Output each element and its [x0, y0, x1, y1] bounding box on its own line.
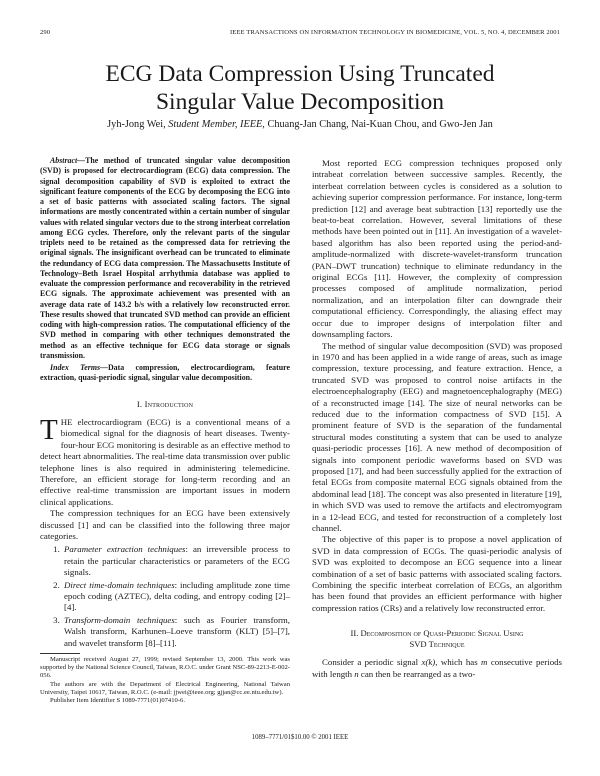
footnote-received: Manuscript received August 27, 1999; revised September 13, 2000. This work was supported by the National Science Council, Taiwan, R.O.C. under Grant NSC-89-2213-E-002-056. — [40, 656, 290, 680]
right-paragraph-2: The method of singular value decomposition (SVD) was proposed in 1970 and has been applied in a wide range of areas, such as image compression, texture processing, and feature extraction. Hence, a truncated SVD was proposed to control noise artifacts in the electroencephalography (EEG) and magnetoencephalography (MEG) of a reconstructed image [14]. The size of neural networks can be reduced due to the information compactness of SVD [15]. A prominent feature of SVD is the separation of the fundamental structural modes constituting a system that can be used to analyze quasi-periodic processes [16]. A new method of decomposition of signals into component periodic waveforms based on SVD was proposed [17], and had been successfully applied for the extraction of fetal ECGs from composite maternal ECG signals obtained from the abdominal lead [18]. The concept was also presented in literature [19], in which SVD was used to remove the artifacts and electromyogram in a 12-lead ECG, and tested for reconstruction of a completely lost channel. — [312, 340, 562, 533]
abstract — [40, 156, 290, 361]
drop-cap: T — [40, 413, 58, 446]
math-n: n — [354, 668, 359, 679]
copyright-footer: 1089–7771/01$10.00 © 2001 IEEE — [251, 734, 349, 741]
section-1-heading — [40, 399, 290, 410]
list-item — [62, 615, 290, 649]
right-column — [312, 158, 562, 680]
section-2-title-line-2: SVD Technique — [409, 639, 465, 650]
right-paragraph-1: Most reported ECG compression techniques proposed only intrabeat correlation between successive samples. Recently, the interbeat correlation between cycles is considered as a solution to achieving superior compression performance. For instance, long-term prediction [12] and average beat subtraction [13] reportedly use the beat-to-beat correlation. However, several limitations of these methods have been pointed out in [11]. An investigation of a wavelet-based algorithm has also been reported using the period-and-amplitude-normalized with discrete-wavelet-transform truncation (PAN–DWT truncation) technique to eliminate redundancy in the original ECGs [11]. However, the complexity of compression processes composed of amplitude normalization, period normalization, and an interpolation filter can downgrade their computational efficiency. Correspondingly, the aliasing effect may occur due to improper designs of interpolation filter and downsampling factors. — [312, 158, 562, 340]
author-rest: Chuang-Jan Chang, Nai-Kuan Chou, and Gwo-Jen Jan — [267, 119, 493, 130]
list-item — [62, 580, 290, 614]
list-item-term: Direct time-domain techniques — [64, 579, 175, 590]
list-item-text: : an irreversible process to retain the particular characteristics or parameters of the ECG signals. — [64, 544, 290, 578]
math-signal: x(k) — [421, 657, 436, 668]
math-m: m — [481, 657, 488, 668]
section-2-paragraph — [312, 657, 562, 680]
list-item-text: : such as Fourier transform, Walsh transform, Karhunen–Loeve transform (KLT) [5]–[7], and wavelet transform [8]–[11]. — [64, 614, 290, 648]
technique-list — [40, 544, 290, 649]
section-1-numeral: I. — [136, 398, 143, 409]
abstract-label: Abstract— — [50, 156, 86, 165]
section-2-heading — [312, 628, 562, 650]
journal-name: IEEE TRANSACTIONS ON INFORMATION TECHNOLOGY IN BIOMEDICINE, VOL. 5, NO. 4, DECEMBER 2001 — [230, 29, 560, 36]
left-column — [40, 156, 290, 705]
paper-title — [40, 60, 560, 116]
index-terms — [40, 363, 290, 384]
index-terms-label: Index Terms— — [50, 363, 108, 372]
footnote-divider — [40, 653, 80, 654]
list-item-text: : including amplitude zone time epoch coding (AZTEC), delta coding, and entropy coding [2]–[4]. — [64, 579, 290, 613]
author-first: Jyh-Jong Wei, — [107, 119, 166, 130]
intro-paragraph-2: The compression techniques for an ECG have been extensively discussed [1] and can be classified into the following three major categories. — [40, 508, 290, 541]
intro-paragraph-1-text: HE electrocardiogram (ECG) is a conventional means of a biomedical signal for the diagnosis of heart diseases. Twenty-four-hour ECG monitoring is desirable as an effective method to detect heart abnormalities. The real-time data transmission over public telephone lines is also required in administering telemedicine. Therefore, an efficient storage for long-term recording and an effective real-time transmission are important issues in modern clinical applications. — [40, 416, 290, 507]
section-2-text-start: Consider a periodic signal — [322, 657, 419, 668]
title-line-2: Singular Value Decomposition — [155, 89, 445, 115]
section-2-title-line-1: Decomposition of Quasi-Periodic Signal Using — [360, 628, 524, 639]
running-header — [40, 29, 560, 39]
right-paragraph-3: The objective of this paper is to propose a novel application of SVD in data compression of ECGs. The quasi-periodic analysis of SVD was exploited to decompose an ECG sequence into a linear combination of a set of basic patterns with associated scaling factors. Combining the specific interbeat correlation of ECGs, an algorithm has been found that provides an efficient performance with higher compression ratios (CRs) and a relatively low reconstructed error. — [312, 534, 562, 613]
section-2-text-mid2: consecutive periods with length — [312, 657, 562, 679]
intro-paragraph-1 — [40, 413, 290, 508]
index-terms-text: Data compression, electrocardiogram, feature extraction, quasi-periodic signal, singular value decomposition. — [40, 363, 291, 383]
section-1-title: Introduction — [144, 398, 194, 409]
section-2-text-mid: , which has — [435, 657, 478, 668]
section-2-numeral: II. — [350, 628, 359, 639]
list-item-term: Transform-domain techniques — [64, 614, 175, 625]
author-list — [40, 119, 560, 130]
title-line-1: ECG Data Compression Using Truncated — [105, 61, 495, 87]
section-2-text-end: can then be rearranged as a two- — [360, 668, 476, 679]
list-item-term: Parameter extraction techniques — [64, 544, 186, 555]
list-item — [62, 544, 290, 578]
page-number: 290 — [40, 29, 51, 36]
footnote-affiliation: The authors are with the Department of Electrical Engineering, National Taiwan University, Taipei 10617, Taiwan, R.O.C. (e-mail: jjwei@ieee.org; gjjan@cc.ee.ntu.edu.tw). — [40, 680, 290, 696]
footnote-identifier: Publisher Item Identifier S 1089-7771(01)07410-6. — [50, 697, 185, 705]
author-role: Student Member, IEEE, — [168, 119, 265, 130]
abstract-text: The method of truncated singular value decomposition (SVD) is proposed for electrocardiogram (ECG) data compression. The signal decomposition capability of SVD is exploited to extract the significant feature components of the ECG by decomposing the ECG into a set of basic patterns with associated scaling factors. The signal informations are mostly concentrated within a certain number of singular values with related singular vectors due to the strong interbeat correlation among ECG cycles. Therefore, only the relevant parts of the singular triplets need to be retained as the compressed data for retrieving the original signals. The insignificant overhead can be truncated to eliminate the redundancy of ECG data compression. The Massachusetts Institute of Technology–Beth Israel Hospital arrhythmia database was applied to evaluate the compression performance and recoverability in the retrieved ECG signals. The approximate achievement was presented with an average data rate of 143.2 b/s with a relatively low reconstructed error. These results showed that truncated SVD method can provide an efficient coding with high-compression ratios. The computational efficiency of the SVD method in comparing with other techniques demonstrated the method as an effective technique for ECG data storage or signals transmission. — [40, 156, 290, 360]
